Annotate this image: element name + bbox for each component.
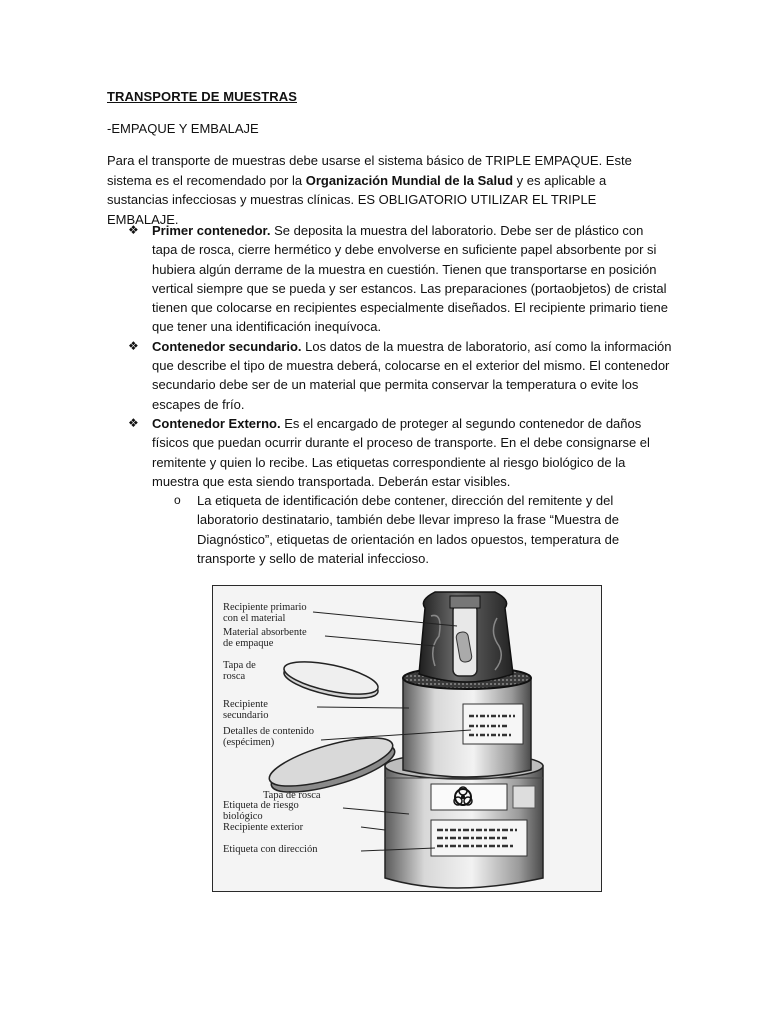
diamond-bullet-icon: ❖	[128, 338, 139, 353]
label-detalles-contenido: Detalles de contenido	[223, 726, 314, 737]
label-recipiente-exterior: Recipiente exterior	[223, 822, 304, 833]
triple-packaging-diagram	[213, 586, 601, 891]
label-recipiente-primario: Recipiente primario	[223, 602, 307, 613]
triple-packaging-illustration	[212, 585, 602, 892]
sub-list-item-text: La etiqueta de identificación debe contener, dirección del remitente y del laboratorio destinatario, también debe llevar impreso la frase “Muestra de Diagnóstico”, etiquetas de orientación en lados opuestos, temperatura de transporte y sello de material infeccioso.	[197, 493, 620, 567]
list-item-contenedor-externo	[128, 414, 672, 568]
diamond-bullet-icon: ❖	[128, 415, 139, 430]
list-item-contenedor-secundario	[128, 337, 672, 414]
label-tapa-de: Tapa de	[223, 660, 256, 671]
label-recipiente: Recipiente	[223, 699, 268, 710]
label-secundario: secundario	[223, 710, 269, 721]
list-item-text: Se deposita la muestra del laboratorio. Debe ser de plástico con tapa de rosca, cierre hermético y debe envolverse en suficiente papel absorbente por si hubiera algún derrame de la muestra en cuestión. Tienen que transportarse en posición vertical siempre que se pueda y ser estancos. Las preparaciones (portaobjetos) de cristal tienen que colocarse en recipientes especialmente diseñados. El recipiente primario tiene que tener una identificación inequívoca.	[152, 223, 668, 335]
screw-lid-top-drawing	[281, 655, 380, 704]
sub-list	[152, 491, 672, 568]
intro-text-end: y es aplicable a sustancias infecciosas y muestras clínicas. ES OBLIGATORIO UTILIZAR EL TRIPLE EMBALAJE.	[107, 172, 607, 227]
section-subtitle: -EMPAQUE Y EMBALAJE	[107, 121, 259, 136]
label-rosca: rosca	[223, 671, 246, 682]
list-item-text: Los datos de la muestra de laboratorio, así como la información que describe el tipo de muestra deberá, colocarse en el exterior del mismo. El contenedor secundario debe ser de un material que permita conservar la temperatura o evite los escapes de frío.	[152, 338, 672, 412]
label-material-absorbente: Material absorbente	[223, 627, 307, 638]
document-title: TRANSPORTE DE MUESTRAS	[107, 89, 297, 104]
label-especimen: (espécimen)	[223, 737, 275, 748]
label-de-empaque: de empaque	[223, 638, 274, 649]
label-etiqueta-direccion: Etiqueta con dirección	[223, 844, 318, 855]
intro-bold-organization: Organización Mundial de la Salud	[305, 172, 514, 188]
secondary-container-drawing	[403, 667, 531, 777]
list-item-term: Primer contenedor.	[152, 223, 271, 238]
primary-container-drawing	[419, 592, 513, 682]
sub-list-item-etiqueta	[174, 491, 627, 568]
list-item-primer-contenedor	[128, 221, 672, 337]
diamond-bullet-icon: ❖	[128, 223, 139, 237]
circle-bullet-icon: o	[174, 493, 181, 508]
label-etiqueta-riesgo: Etiqueta de riesgo	[223, 800, 299, 811]
label-con-el-material: con el material	[223, 613, 286, 624]
list-item-term: Contenedor Externo.	[152, 415, 281, 431]
container-list	[128, 221, 672, 568]
label-tapa-de-rosca: Tapa de rosca	[263, 790, 321, 801]
label-biologico: biológico	[223, 811, 263, 822]
intro-text-start: Para el transporte de muestras debe usarse el sistema básico de TRIPLE EMPAQUE. Este sistema es el recomendado por la	[107, 153, 632, 188]
list-item-text: Es el encargado de proteger al segundo contenedor de daños físicos que puedan ocurrir durante el proceso de transporte. En el debe consignarse el remitente y quien lo recibe. Las etiquetas correspondiente al riesgo biológico de la muestra que esta siendo transportada. Deberán estar visibles.	[152, 415, 650, 489]
list-item-term: Contenedor secundario.	[152, 338, 302, 354]
intro-paragraph	[107, 151, 667, 229]
